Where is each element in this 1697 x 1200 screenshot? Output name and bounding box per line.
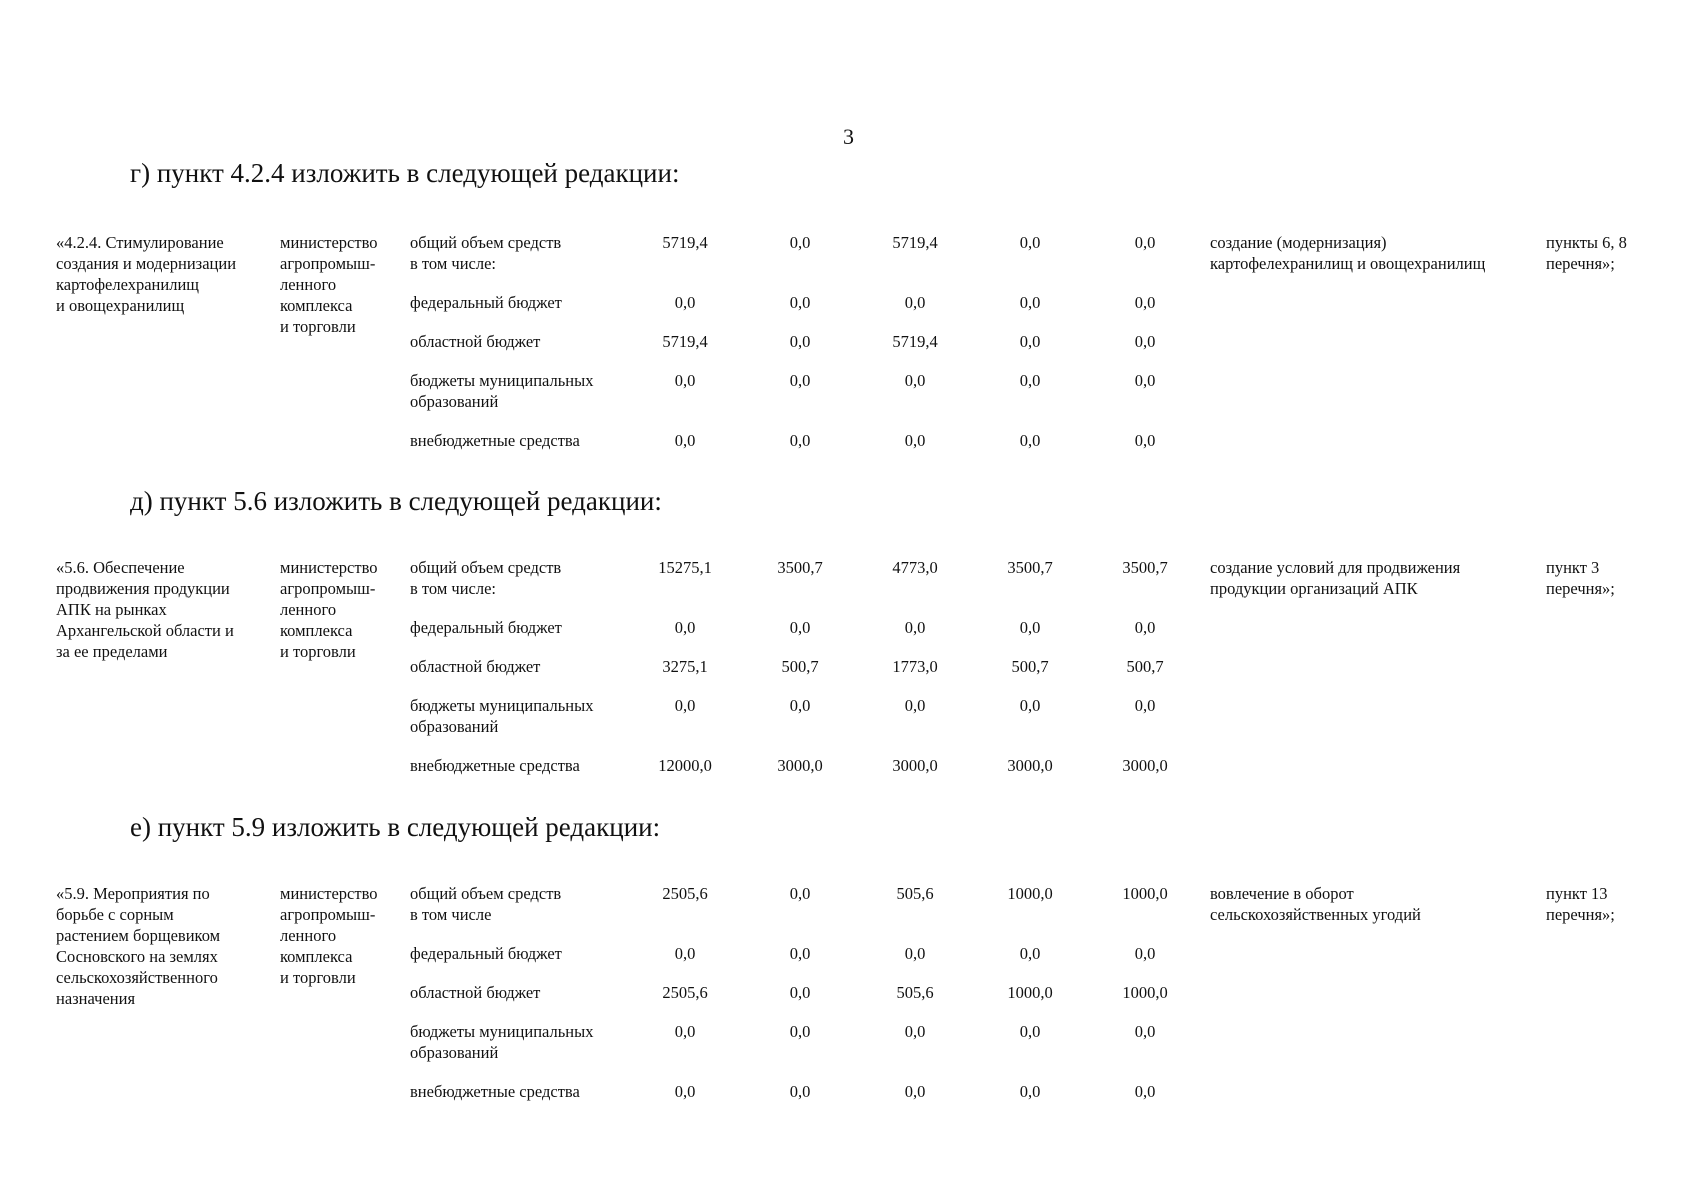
page-number: 3 xyxy=(843,124,854,149)
funding-value: 0,0 xyxy=(674,371,696,390)
funding-value: 0,0 xyxy=(904,293,926,312)
funding-value: 0,0 xyxy=(789,618,811,637)
funding-value: 15275,1 xyxy=(658,558,712,577)
funding-value: 0,0 xyxy=(904,1022,926,1041)
funding-source-label: общий объем средств в том числе: xyxy=(410,558,562,598)
funding-value: 505,6 xyxy=(896,983,934,1002)
funding-value: 0,0 xyxy=(789,233,811,252)
funding-value: 1000,0 xyxy=(1007,884,1053,903)
funding-value: 0,0 xyxy=(674,944,696,963)
funding-value: 0,0 xyxy=(789,371,811,390)
funding-source-label: федеральный бюджет xyxy=(410,293,562,312)
funding-value: 3000,0 xyxy=(777,756,823,775)
funding-value: 3500,7 xyxy=(1122,558,1168,577)
executor-name: министерство агропромыш- ленного комплекса и торговли xyxy=(280,233,378,336)
funding-value: 0,0 xyxy=(789,293,811,312)
funding-value: 0,0 xyxy=(789,1082,811,1101)
funding-source-label: федеральный бюджет xyxy=(410,618,562,637)
funding-value: 1000,0 xyxy=(1122,983,1168,1002)
funding-value: 0,0 xyxy=(1019,696,1041,715)
section-heading: е) пункт 5.9 изложить в следующей редакции: xyxy=(130,812,661,842)
funding-value: 0,0 xyxy=(904,618,926,637)
funding-value: 1000,0 xyxy=(1007,983,1053,1002)
funding-value: 0,0 xyxy=(1019,293,1041,312)
funding-source-label: внебюджетные средства xyxy=(410,1082,580,1101)
funding-value: 0,0 xyxy=(674,696,696,715)
list-reference: пункт 13 перечня»; xyxy=(1546,884,1615,924)
funding-value: 3000,0 xyxy=(892,756,938,775)
funding-value: 0,0 xyxy=(1134,332,1156,351)
funding-value: 0,0 xyxy=(1019,233,1041,252)
funding-source-label: областной бюджет xyxy=(410,657,541,676)
funding-value: 5719,4 xyxy=(662,233,708,252)
funding-value: 500,7 xyxy=(1126,657,1164,676)
funding-value: 0,0 xyxy=(1134,371,1156,390)
funding-source-label: внебюджетные средства xyxy=(410,431,580,450)
funding-source-label: федеральный бюджет xyxy=(410,944,562,963)
funding-value: 0,0 xyxy=(674,431,696,450)
funding-value: 2505,6 xyxy=(662,983,708,1002)
funding-value: 0,0 xyxy=(789,696,811,715)
expected-result: создание условий для продвижения продукции организаций АПК xyxy=(1210,558,1461,598)
list-reference: пункты 6, 8 перечня»; xyxy=(1546,233,1627,273)
funding-value: 0,0 xyxy=(789,944,811,963)
funding-value: 0,0 xyxy=(904,696,926,715)
funding-source-label: внебюджетные средства xyxy=(410,756,580,775)
funding-value: 0,0 xyxy=(1134,1022,1156,1041)
executor-name: министерство агропромыш- ленного комплекса и торговли xyxy=(280,558,378,661)
funding-source-label: областной бюджет xyxy=(410,332,541,351)
funding-value: 12000,0 xyxy=(658,756,712,775)
section-heading: г) пункт 4.2.4 изложить в следующей редакции: xyxy=(130,158,680,188)
funding-value: 0,0 xyxy=(1019,371,1041,390)
funding-value: 0,0 xyxy=(789,431,811,450)
funding-value: 0,0 xyxy=(674,293,696,312)
funding-value: 0,0 xyxy=(1134,1082,1156,1101)
measure-title: «5.6. Обеспечение продвижения продукции АПК на рынках Архангельской области и за ее пределами xyxy=(56,558,234,661)
funding-value: 3500,7 xyxy=(1007,558,1053,577)
funding-value: 3000,0 xyxy=(1007,756,1053,775)
funding-value: 500,7 xyxy=(1011,657,1049,676)
funding-source-label: бюджеты муниципальных образований xyxy=(410,1022,594,1062)
funding-value: 5719,4 xyxy=(892,233,938,252)
measure-title: «5.9. Мероприятия по борьбе с сорным растением борщевиком Сосновского на землях сельскохозяйственного назначения xyxy=(56,884,221,1008)
measure-title: «4.2.4. Стимулирование создания и модернизации картофелехранилищ и овощехранилищ xyxy=(56,233,237,315)
funding-source-label: бюджеты муниципальных образований xyxy=(410,371,594,411)
funding-value: 2505,6 xyxy=(662,884,708,903)
funding-value: 0,0 xyxy=(1134,431,1156,450)
funding-value: 0,0 xyxy=(674,1082,696,1101)
funding-value: 0,0 xyxy=(789,884,811,903)
funding-value: 0,0 xyxy=(789,332,811,351)
funding-value: 500,7 xyxy=(781,657,819,676)
expected-result: вовлечение в оборот сельскохозяйственных угодий xyxy=(1210,884,1421,924)
funding-value: 0,0 xyxy=(789,1022,811,1041)
funding-source-label: общий объем средств в том числе xyxy=(410,884,562,924)
funding-value: 1773,0 xyxy=(892,657,938,676)
funding-value: 0,0 xyxy=(1019,332,1041,351)
funding-value: 0,0 xyxy=(904,1082,926,1101)
funding-value: 4773,0 xyxy=(892,558,938,577)
funding-value: 0,0 xyxy=(1134,618,1156,637)
funding-value: 0,0 xyxy=(1134,233,1156,252)
funding-value: 1000,0 xyxy=(1122,884,1168,903)
funding-value: 505,6 xyxy=(896,884,934,903)
funding-value: 5719,4 xyxy=(892,332,938,351)
expected-result: создание (модернизация) картофелехранилищ и овощехранилищ xyxy=(1210,233,1486,273)
funding-value: 3275,1 xyxy=(662,657,708,676)
funding-value: 0,0 xyxy=(1134,696,1156,715)
funding-value: 3000,0 xyxy=(1122,756,1168,775)
list-reference: пункт 3 перечня»; xyxy=(1546,558,1615,598)
funding-value: 5719,4 xyxy=(662,332,708,351)
funding-value: 0,0 xyxy=(904,371,926,390)
funding-value: 0,0 xyxy=(674,1022,696,1041)
funding-value: 0,0 xyxy=(789,983,811,1002)
section-heading: д) пункт 5.6 изложить в следующей редакции: xyxy=(130,486,662,516)
funding-value: 0,0 xyxy=(904,431,926,450)
funding-source-label: общий объем средств в том числе: xyxy=(410,233,562,273)
funding-value: 0,0 xyxy=(1019,431,1041,450)
funding-value: 0,0 xyxy=(1019,944,1041,963)
funding-value: 0,0 xyxy=(1134,293,1156,312)
funding-source-label: бюджеты муниципальных образований xyxy=(410,696,594,736)
executor-name: министерство агропромыш- ленного комплекса и торговли xyxy=(280,884,378,987)
funding-value: 0,0 xyxy=(1019,1082,1041,1101)
funding-value: 0,0 xyxy=(674,618,696,637)
funding-value: 0,0 xyxy=(1019,1022,1041,1041)
funding-value: 3500,7 xyxy=(777,558,823,577)
funding-source-label: областной бюджет xyxy=(410,983,541,1002)
funding-value: 0,0 xyxy=(904,944,926,963)
funding-value: 0,0 xyxy=(1134,944,1156,963)
funding-value: 0,0 xyxy=(1019,618,1041,637)
